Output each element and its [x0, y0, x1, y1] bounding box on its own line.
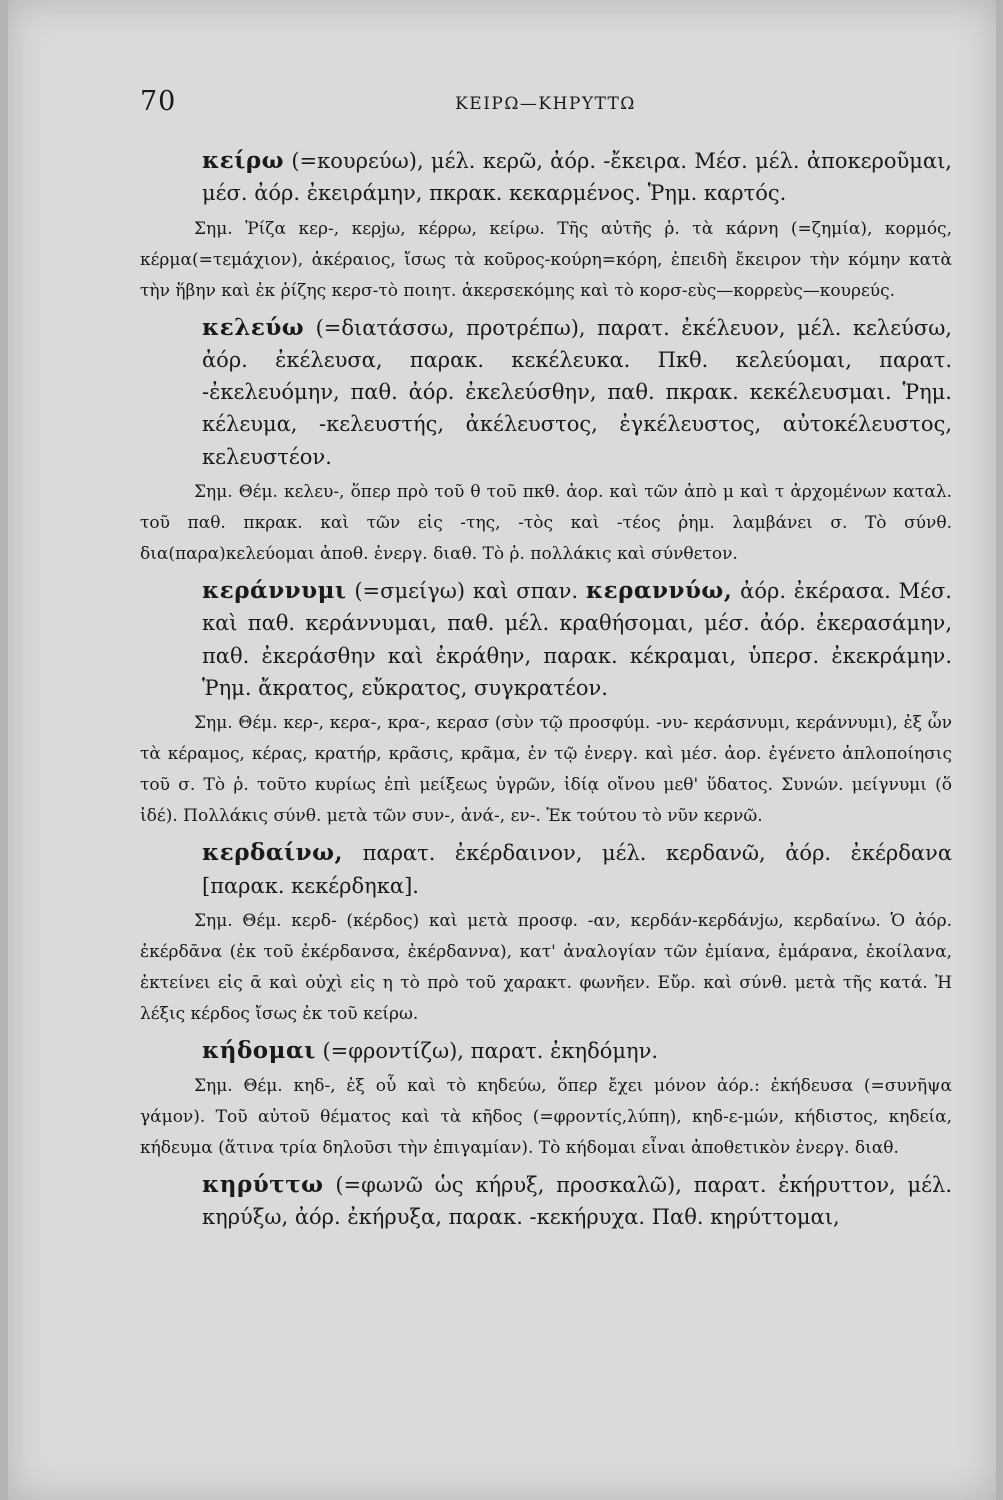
- headword: κεράννυμι: [202, 577, 347, 605]
- entry-body: [140, 312, 952, 473]
- entry-note: Σημ. Ῥίζα κερ-, κερjω, κέρρω, κείρω. Τῆς αὐτῆς ῥ. τὰ κάρνη (=ζημία), κορμός, κέρμα(=τεμάχιον), ἀκέραιος, ἴσως τὰ κοῦρος-κούρη=κόρη, ἐπειδὴ ἔκειρον τὴν κόμην κατὰ τὴν ἥβην καὶ ἐκ ῥίζης κερσ-τὸ ποιητ. ἀκερσεκόμης καὶ τὸ κορσ-εὺς—κορρεὺς—κουρεύς.: [140, 218, 952, 301]
- dictionary-page: [8, 0, 996, 1500]
- entry-note: Σημ. Θέμ. κηδ-, ἐξ οὗ καὶ τὸ κηδεύω, ὅπερ ἔχει μόνον ἀόρ.: ἐκήδευσα (=συνῆψα γάμον). Τοῦ αὐτοῦ θέματος καὶ τὰ κῆδος (=φροντίς,λύπη), κηδ-ε-μών, κήδιστος, κηδεία, κήδευμα (ἅτινα τρία δηλοῦσι τὴν ἐπιγαμίαν). Τὸ κήδομαι εἶναι ἀποθετικὸν ἐνεργ. διαθ.: [140, 1076, 952, 1159]
- entry-body: [140, 1169, 952, 1234]
- entry-note: Σημ. Θέμ. κελευ-, ὅπερ πρὸ τοῦ θ τοῦ πκθ. ἀορ. καὶ τῶν ἀπὸ μ καὶ τ ἀρχομένων καταλ. τοῦ παθ. πκρακ. καὶ τῶν εἰς -της, -τὸς καὶ -τέος ῥημ. λαμβάνει σ. Τὸ σύνθ. δια(παρα)κελεύομαι ἀποθ. ἐνεργ. διαθ. Τὸ ῥ. πολλάκις καὶ σύνθετον.: [140, 482, 952, 565]
- entry-note: Σημ. Θέμ. κερδ- (κέρδος) καὶ μετὰ προσφ. -αν, κερδάν-κερδάνjω, κερδαίνω. Ὁ ἀόρ. ἐκέρδᾱνα (ἐκ τοῦ ἐκέρδανσα, ἐκέρδαννα), κατ' ἀναλογίαν τῶν ἐμίανα, ἐμάρανα, ἐκοίλανα, ἐκτείνει εἰς ᾱ καὶ οὐχὶ εἰς η τὸ πρὸ τοῦ χαρακτ. φωνῆεν. Εὔρ. καὶ σύνθ. μετὰ τῆς κατά. Ἡ λέξις κέρδος ἴσως ἐκ τοῦ κείρω.: [140, 910, 952, 1024]
- entry-text: (=κουρεύω), μέλ. κερῶ, ἀόρ. -ἔκειρα. Μέσ. μέλ. ἀποκεροῦμαι, μέσ. ἀόρ. ἐκειράμην, πκρακ. κεκαρμένος. Ῥημ. καρτός.: [202, 149, 952, 206]
- entry-text: (=σμείγω) καὶ σπαν.: [346, 579, 586, 604]
- headword-variant: κεραννύω,: [585, 577, 733, 605]
- entry-kerdaino: [140, 837, 952, 1030]
- entry-body: [140, 837, 952, 902]
- entry-kedomai: [140, 1035, 952, 1164]
- page-number: 70: [140, 86, 177, 117]
- headword: κερδαίνω,: [202, 839, 344, 867]
- entry-body: [140, 575, 952, 704]
- page-content: [140, 140, 952, 1234]
- entry-text-cont: ἀόρ. ἐκέρασα. Μέσ. καὶ παθ. κεράννυμαι, παθ. μέλ. κραθήσομαι, μέσ. ἀόρ. ἐκερασάμην, παθ. ἐκεράσθην καὶ ἐκράθην, παρακ. κέκραμαι, ὑπερσ. ἐκεκράμην. Ῥημ. ἄκρατος, εὔκρατος, συγκρατέον.: [202, 579, 952, 700]
- running-head: ΚΕΙΡΩ—ΚΗΡΥΤΤΩ: [455, 94, 636, 114]
- entry-keryttо: [140, 1169, 952, 1234]
- entry-text: παρατ. ἐκέρδαινον, μέλ. κερδανῶ, ἀόρ. ἐκέρδανα [παρακ. κεκέρδηκα].: [202, 841, 952, 898]
- entry-body: [140, 1035, 952, 1067]
- entry-kerannymi: [140, 575, 952, 832]
- headword: κήδομαι: [202, 1036, 316, 1064]
- headword: κελεύω: [202, 313, 305, 341]
- entry-note: Σημ. Θέμ. κερ-, κερα-, κρα-, κερασ (σὺν τῷ προσφύμ. -νυ- κεράσνυμι, κεράννυμι), ἐξ ὧν τὰ κέραμος, κέρας, κρατήρ, κρᾶσις, κρᾶμα, ἐν τῷ ἐνεργ. καὶ μέσ. ἀορ. ἐγένετο ἁπλοποίησις τοῦ σ. Τὸ ῥ. τοῦτο κυρίως ἐπὶ μείξεως ὑγρῶν, ἰδίᾳ οἴνου μεθ' ὕδατος. Συνών. μείγνυμι (ὅ ἰδέ). Πολλάκις σύνθ. μετὰ τῶν συν-, ἀνά-, εν-. Ἐκ τούτου τὸ νῦν κερνῶ.: [140, 713, 952, 827]
- entry-keiro: [140, 145, 952, 307]
- page-header: [138, 86, 953, 126]
- entry-body: [140, 145, 952, 210]
- entry-keleuo: [140, 312, 952, 570]
- entry-text: (=διατάσσω, προτρέπω), παρατ. ἐκέλευον, μέλ. κελεύσω, ἀόρ. ἐκέλευσα, παρακ. κεκέλευκα. Πκθ. κελεύομαι, παρατ. -ἐκελευόμην, παθ. ἀόρ. ἐκελεύσθην, παθ. πκρακ. κεκέλευσμαι. Ῥημ. κέλευμα, -κελευστής, ἀκέλευστος, ἐγκέλευστος, αὐτοκέλευστος, κελευστέον.: [202, 315, 952, 469]
- headword: κείρω: [202, 147, 285, 174]
- headword: κηρύττω: [202, 1171, 324, 1199]
- entry-text: (=φωνῶ ὡς κήρυξ, προσκαλῶ), παρατ. ἐκήρυττον, μέλ. κηρύξω, ἀόρ. ἐκήρυξα, παρακ. -κεκήρυχα. Παθ. κηρύττομαι,: [202, 1173, 952, 1230]
- entry-text: (=φροντίζω), παρατ. ἐκηδόμην.: [315, 1038, 659, 1063]
